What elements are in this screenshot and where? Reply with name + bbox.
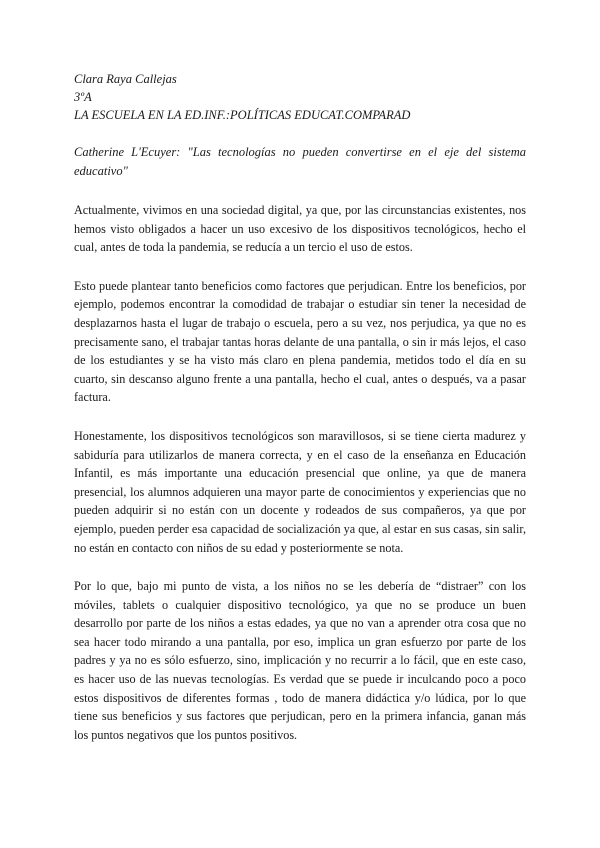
- paragraph-4: Por lo que, bajo mi punto de vista, a los niños no se les debería de “distraer” con los móviles, tablets o cualquier dispositivo tecnológico, ya que no se produce un buen desarrollo por parte de los niños a estas edades, ya que no van a aprender otra cosa que no sea hacer todo mirando a una pantalla, por eso, implica un gran esfuerzo por parte de los padres y ya no es sólo esfuerzo, sino, implicación y no recurrir a lo fácil, que en este caso, es hacer uso de las nuevas tecnologías. Es verdad que se puede ir inculcando poco a poco estos dispositivos de diferentes formas , todo de manera didáctica y/o lúdica, por lo que tiene sus beneficios y sus factores que perjudican, pero en la primera infancia, ganan más los puntos negativos que los puntos positivos.: [74, 579, 526, 742]
- author-name: Clara Raya Callejas: [74, 72, 177, 86]
- document-header: [74, 70, 526, 124]
- essay-subtitle: Catherine L'Ecuyer: "Las tecnologías no pueden convertirse en el eje del sistema educativo": [74, 145, 526, 178]
- class-group: 3ºA: [74, 90, 92, 104]
- document-page: [74, 70, 526, 744]
- course-title: LA ESCUELA EN LA ED.INF.:POLÍTICAS EDUCAT.COMPARAD: [74, 108, 411, 122]
- paragraph-2: Esto puede plantear tanto beneficios como factores que perjudican. Entre los beneficios, por ejemplo, podemos encontrar la comodidad de trabajar o estudiar sin tener la necesidad de desplazarnos hasta el lugar de trabajo o escuela, pero a su vez, nos perjudica, ya que no es precisamente sano, el trabajar tantas horas delante de una pantalla, o sin ir más lejos, el caso de los estudiantes y se ha visto más claro en plena pandemia, metidos todo el día en su cuarto, sin descanso alguno frente a una pantalla, hecho el cual, antes o después, va a pasar factura.: [74, 278, 526, 405]
- paragraph-1: Actualmente, vivimos en una sociedad digital, ya que, por las circunstancias existentes, nos hemos visto obligados a hacer un uso excesivo de los dispositivos tecnológicos, hecho el cual, antes de toda la pandemia, se reducía a un tercio el uso de estos.: [74, 203, 526, 255]
- paragraph-3: Honestamente, los dispositivos tecnológicos son maravillosos, si se tiene cierta madurez y sabiduría para utilizarlos de manera correcta, y en el caso de la enseñanza en Educación Infantil, es más importante una educación presencial que online, ya que de manera presencial, los alumnos adquieren una mayor parte de conocimientos y experiencias que no pueden adquirir si no están con un docente y rodeados de sus compañeros, ya que por ejemplo, pueden perder esa capacidad de socialización ya que, al estar en sus casas, sin salir, no están en contacto con niños de su edad y posteriormente se nota.: [74, 428, 526, 555]
